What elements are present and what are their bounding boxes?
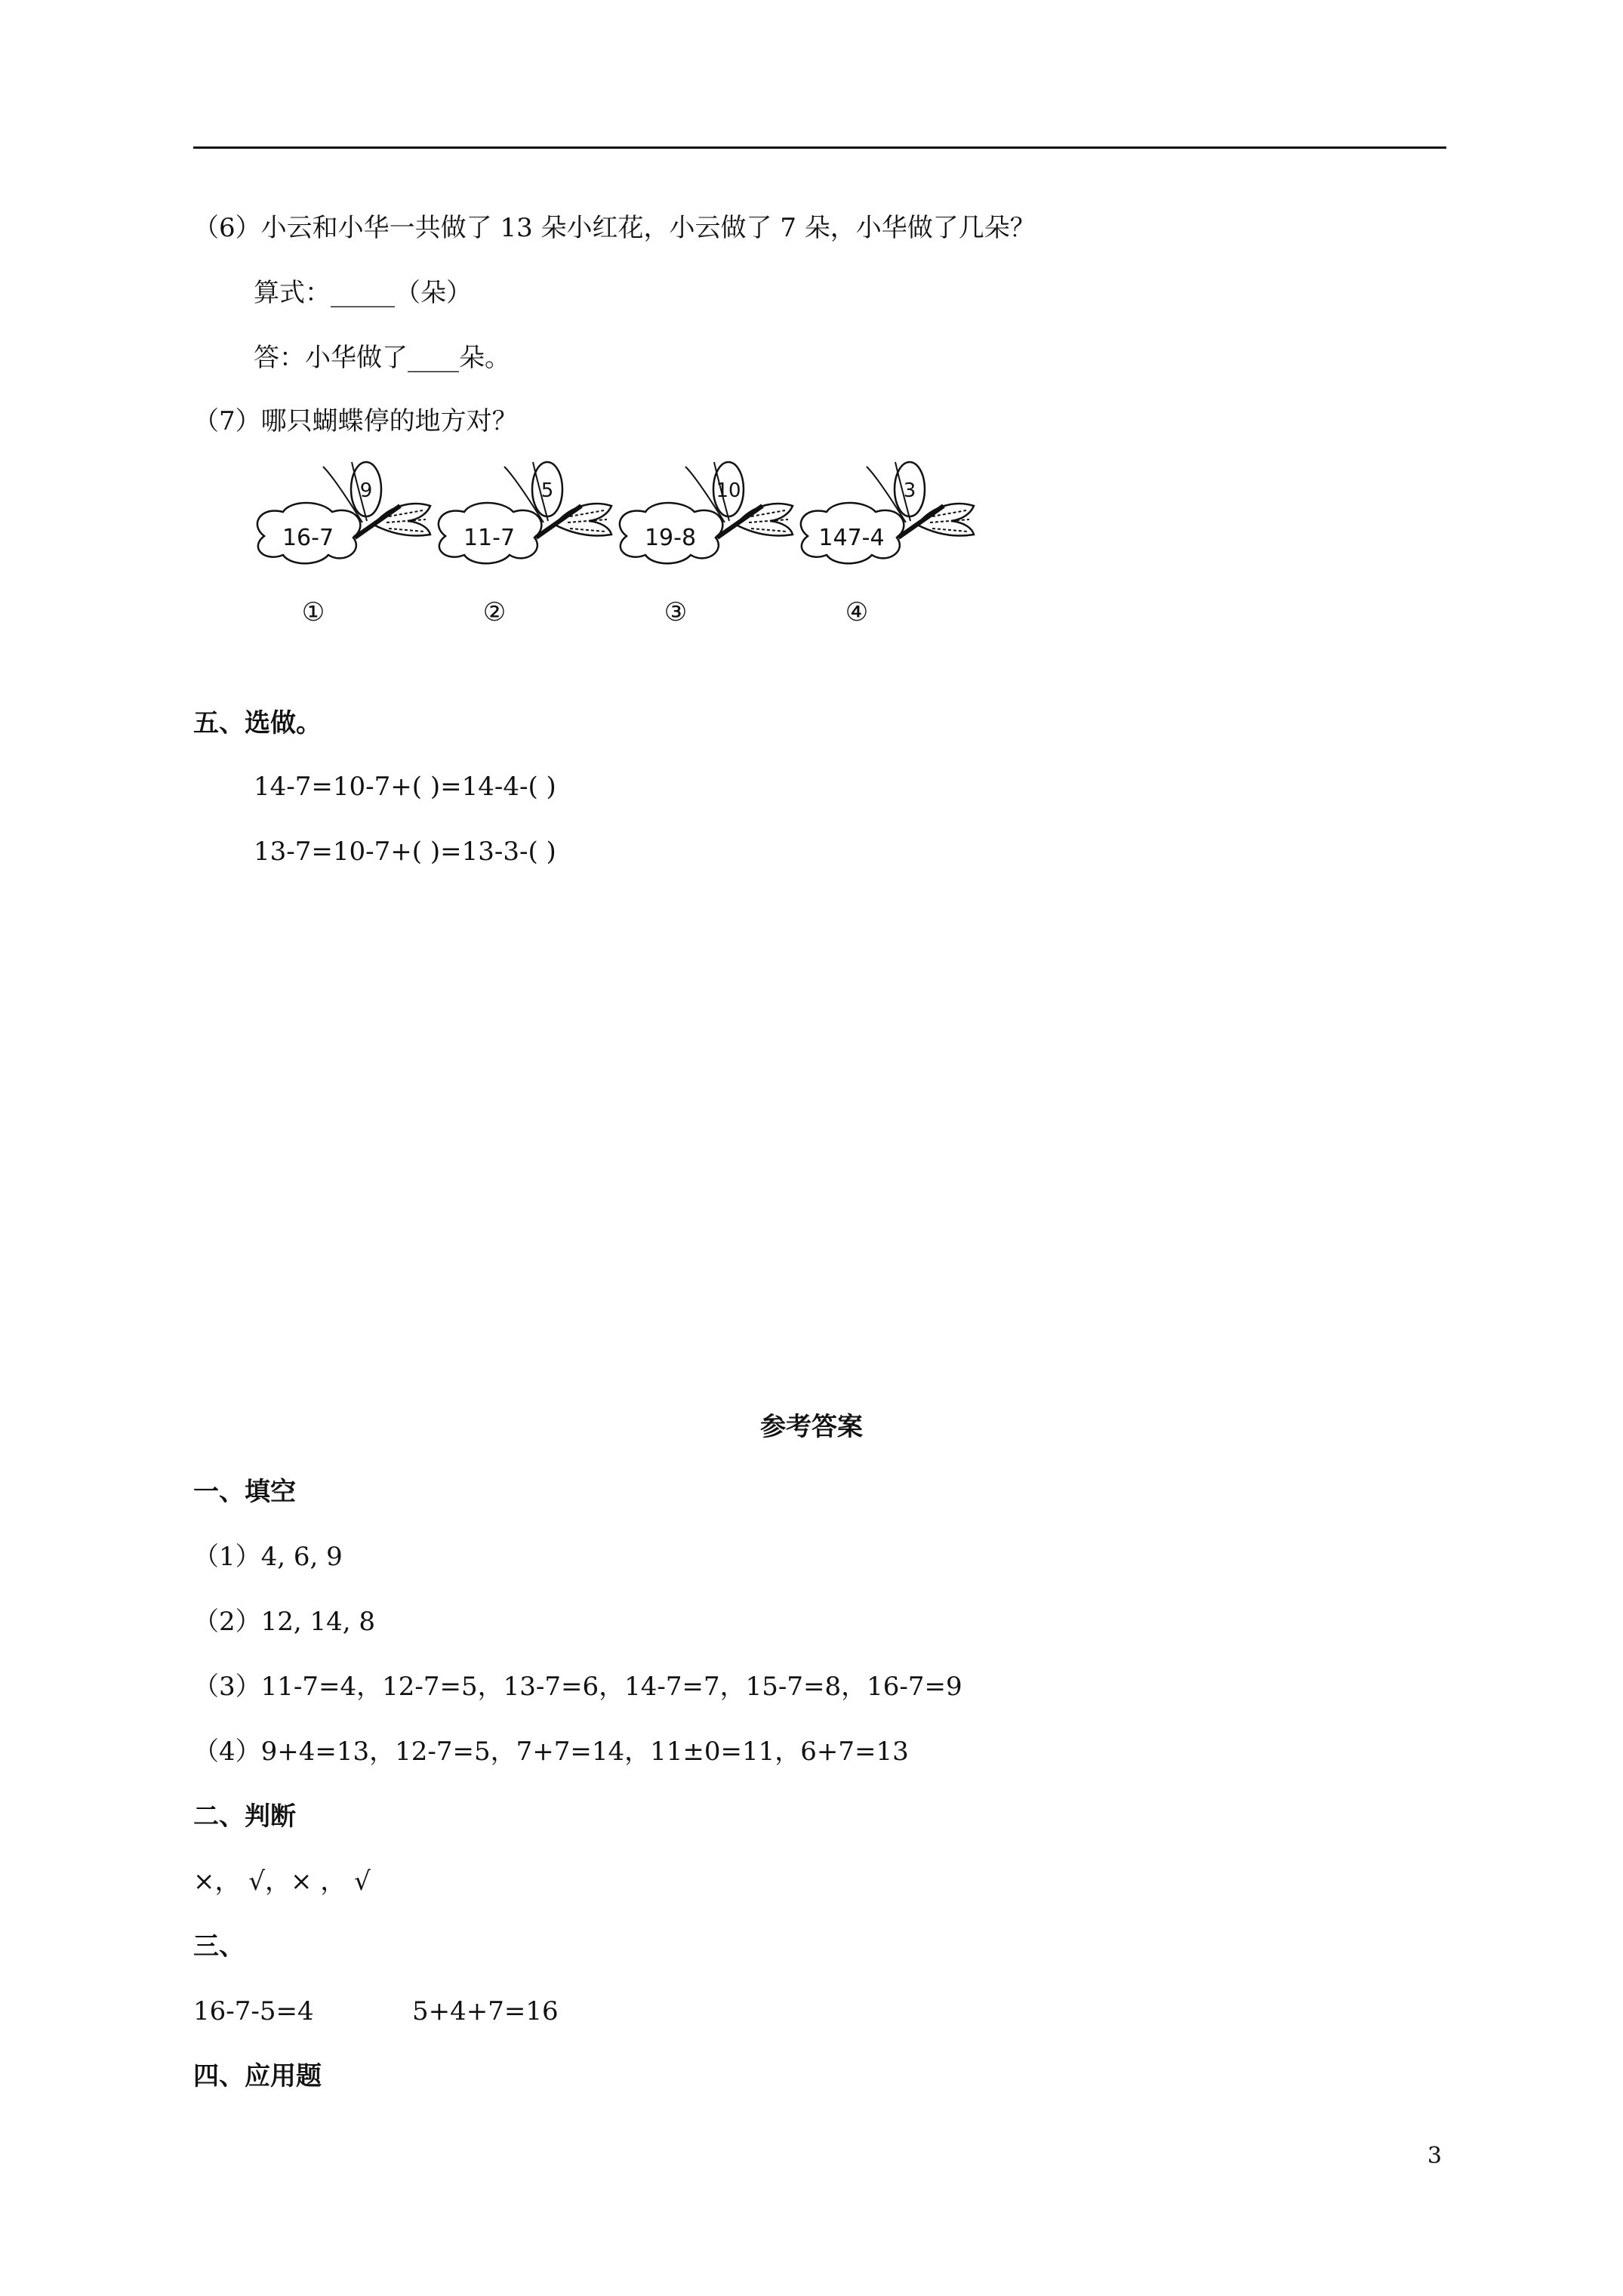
answers-section-3-title: 三、 xyxy=(193,1931,245,1962)
butterfly-item-4 xyxy=(801,462,974,627)
q6-question: （6）小云和小华一共做了 13 朵小红花，小云做了 7 朵，小华做了几朵？ xyxy=(193,213,1036,243)
answers-s2-marks: ×， √，× ， √ xyxy=(193,1866,371,1897)
butterfly-wing-number: 3 xyxy=(903,479,916,502)
answers-s1-item-4: （4）9+4=13，12-7=5，7+7=14，11±0=11，6+7=13 xyxy=(193,1737,909,1767)
flower-expression: 147-4 xyxy=(818,525,885,551)
butterfly-item-2 xyxy=(439,462,611,627)
answers-s1-item-1: （1）4, 6, 9 xyxy=(193,1542,343,1572)
q6-formula: 算式：_____（朵） xyxy=(254,278,472,308)
answers-s3-a: 16-7-5=4 xyxy=(193,1996,314,2026)
q6-answer: 答：小华做了____朵。 xyxy=(254,343,510,373)
butterfly-wing-number: 9 xyxy=(359,479,373,502)
butterfly-item-1 xyxy=(257,462,430,627)
answers-section-4-title: 四、应用题 xyxy=(193,2061,322,2091)
flower-expression: 16-7 xyxy=(282,525,334,551)
butterfly-label: ② xyxy=(482,597,507,627)
butterfly-figure xyxy=(249,453,1004,634)
butterfly-label: ③ xyxy=(664,597,688,627)
flower-expression: 19-8 xyxy=(644,525,697,551)
answers-title: 参考答案 xyxy=(760,1412,863,1442)
answers-s1-item-2: （2）12, 14, 8 xyxy=(193,1607,376,1637)
butterfly-wing-number: 5 xyxy=(540,479,554,502)
answers-s1-item-3: （3）11-7=4，12-7=5，13-7=6，14-7=7，15-7=8，16-7=9 xyxy=(193,1672,962,1702)
section-5-title: 五、选做。 xyxy=(193,708,322,738)
butterfly-label: ④ xyxy=(845,597,869,627)
section-5-line-1: 14-7=10-7+( )=14-4-( ) xyxy=(254,772,556,802)
butterfly-item-3 xyxy=(620,462,793,627)
page-number: 3 xyxy=(1427,2143,1442,2169)
answers-section-1-title: 一、填空 xyxy=(193,1477,296,1507)
q7-question: （7）哪只蝴蝶停的地方对？ xyxy=(193,406,518,436)
answers-section-2-title: 二、判断 xyxy=(193,1801,296,1832)
butterfly-label: ① xyxy=(301,597,325,627)
header-rule xyxy=(193,146,1446,149)
flower-expression: 11-7 xyxy=(463,525,516,551)
answers-s3-b: 5+4+7=16 xyxy=(412,1996,559,2026)
butterfly-wing-number: 10 xyxy=(716,479,741,502)
section-5-line-2: 13-7=10-7+( )=13-3-( ) xyxy=(254,837,556,867)
